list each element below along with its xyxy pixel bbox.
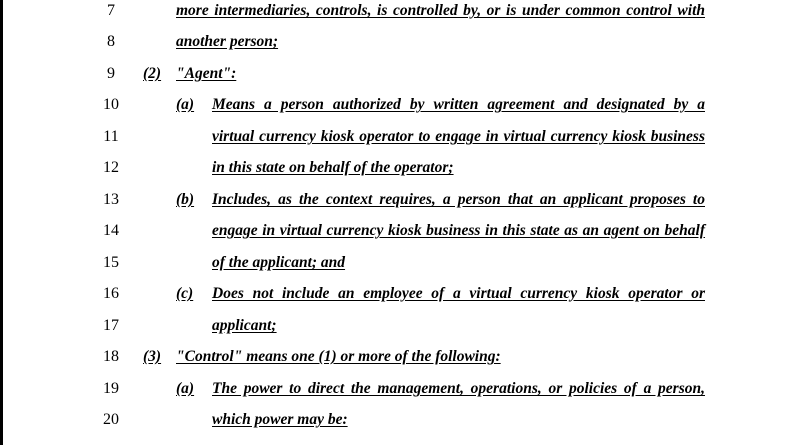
- document-line: [0, 0, 800, 30]
- line-text: more intermediaries, controls, is controlled by, or is under common control with: [176, 2, 705, 19]
- line-number: 15: [103, 254, 119, 271]
- subsection-label: (2): [143, 65, 162, 82]
- line-number: 20: [103, 411, 119, 428]
- document-line: [0, 313, 800, 345]
- line-text: The power to direct the management, operations, or policies of a person,: [212, 380, 705, 397]
- line-number: 7: [107, 2, 115, 19]
- line-text: Includes, as the context requires, a person that an applicant proposes to: [212, 191, 705, 208]
- line-number: 13: [103, 191, 119, 208]
- document-line: [0, 250, 800, 282]
- line-text: Does not include an employee of a virtual currency kiosk operator or: [212, 285, 705, 302]
- paragraph-label: (c): [176, 285, 194, 302]
- line-number: 12: [103, 159, 119, 176]
- line-text: of the applicant; and: [212, 254, 346, 271]
- document-line: [0, 155, 800, 187]
- line-number: 8: [107, 33, 115, 50]
- line-text: "Control" means one (1) or more of the following:: [176, 348, 501, 365]
- document-line: [0, 29, 800, 61]
- line-text: which power may be:: [212, 411, 348, 428]
- line-text: applicant;: [212, 317, 277, 334]
- document-line: [0, 61, 800, 93]
- document-line: [0, 187, 800, 219]
- line-number: 19: [103, 380, 119, 397]
- paragraph-label: (a): [176, 380, 195, 397]
- line-number: 18: [103, 348, 119, 365]
- paragraph-label: (a): [176, 96, 195, 113]
- line-text: "Agent":: [176, 65, 237, 82]
- paragraph-label: (b): [176, 191, 195, 208]
- line-text: in this state on behalf of the operator;: [212, 159, 454, 176]
- line-text: another person;: [176, 33, 279, 50]
- document-line: [0, 281, 800, 313]
- line-number: 11: [103, 128, 119, 145]
- line-number: 16: [103, 285, 119, 302]
- document-line: [0, 92, 800, 124]
- document-line: [0, 218, 800, 250]
- line-number: 17: [103, 317, 119, 334]
- document-line: [0, 407, 800, 439]
- document-line: [0, 344, 800, 376]
- document-line: [0, 376, 800, 408]
- line-number: 9: [107, 65, 115, 82]
- line-text: virtual currency kiosk operator to engage in virtual currency kiosk business: [212, 128, 705, 145]
- line-number: 10: [103, 96, 119, 113]
- line-text: engage in virtual currency kiosk business in this state as an agent on behalf: [212, 222, 705, 239]
- subsection-label: (3): [143, 348, 162, 365]
- line-number: 14: [103, 222, 119, 239]
- line-text: Means a person authorized by written agreement and designated by a: [212, 96, 705, 113]
- document-line: [0, 124, 800, 156]
